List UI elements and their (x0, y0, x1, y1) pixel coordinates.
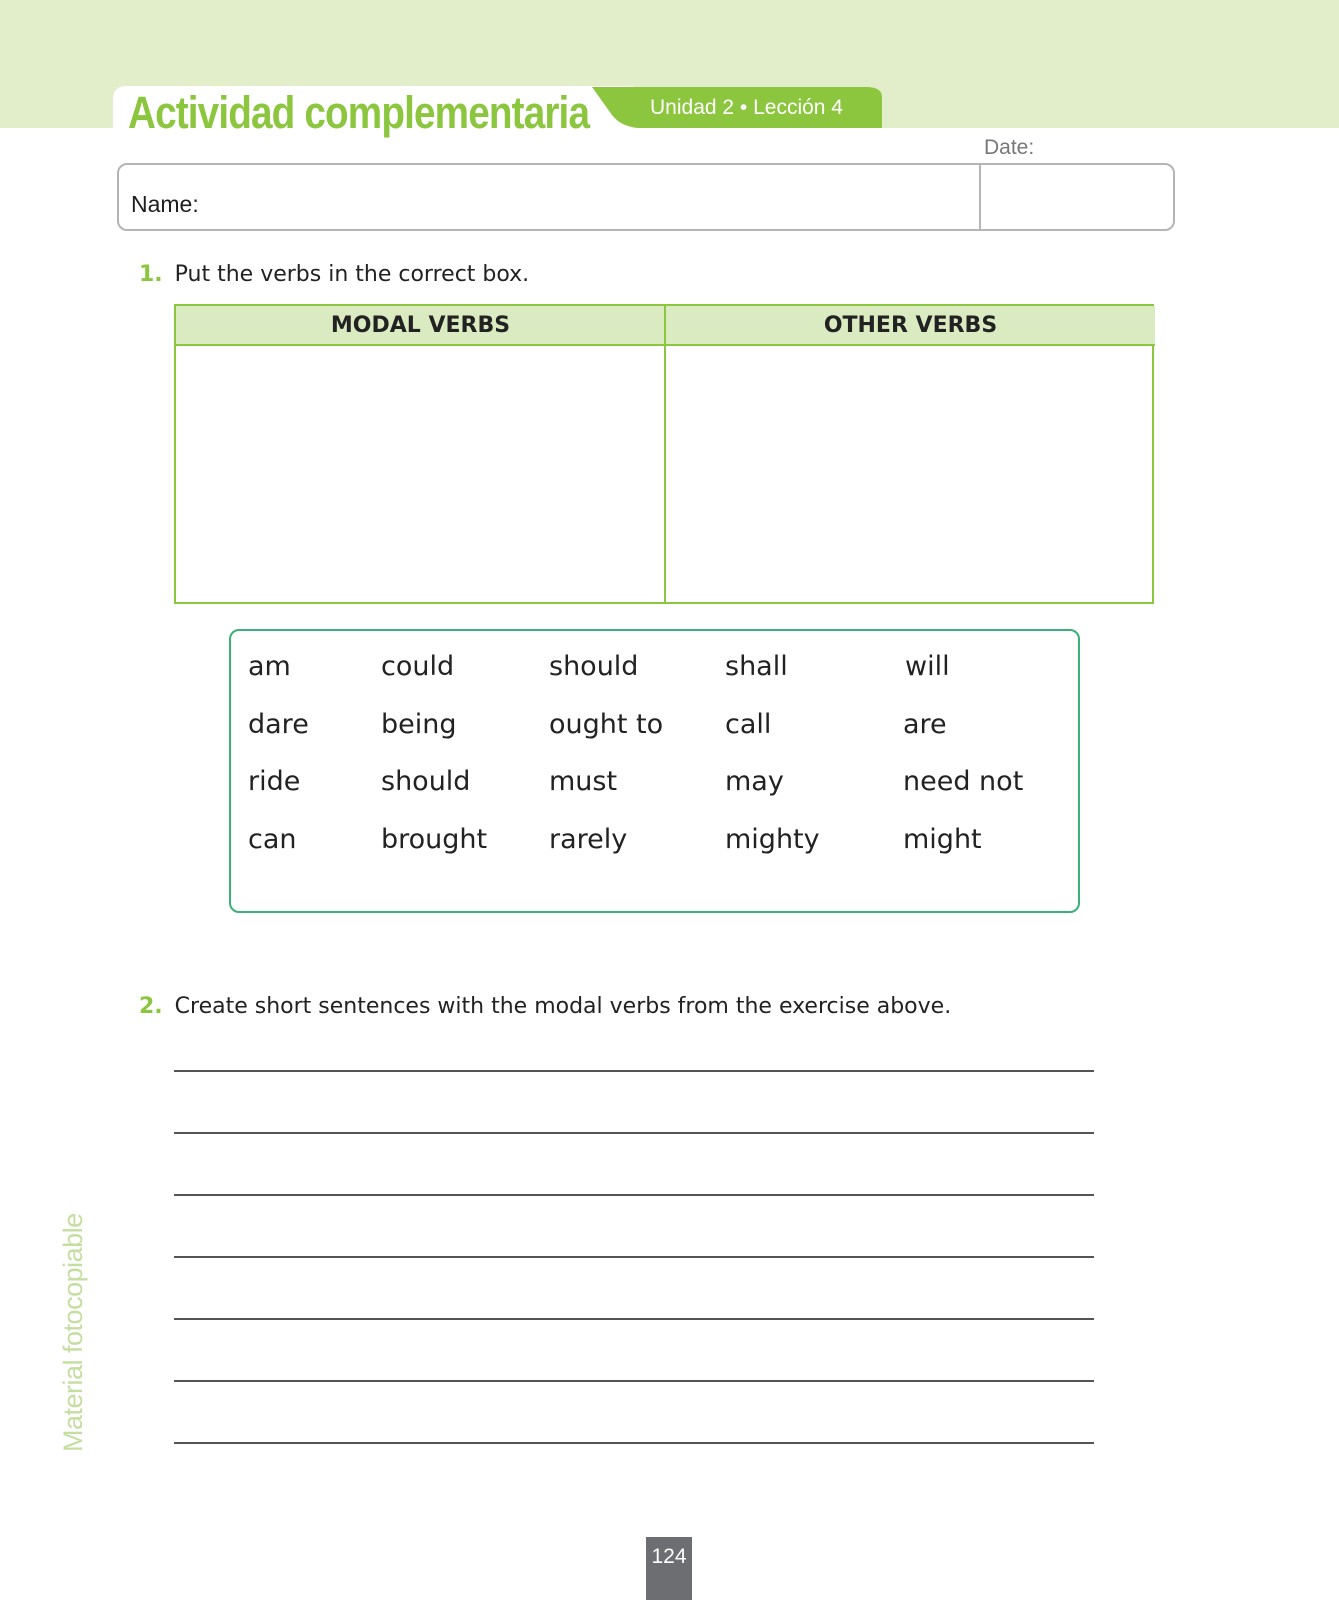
name-date-divider (979, 165, 981, 229)
word-bank-item: dare (248, 709, 309, 740)
exercise-2-instruction (139, 994, 951, 1019)
word-bank-item: may (725, 766, 784, 797)
page-title: Actividad complementaria (128, 87, 590, 138)
writing-line[interactable] (174, 1380, 1094, 1382)
word-bank-item: might (903, 824, 982, 855)
unit-lesson-text: Unidad 2 • Lección 4 (650, 96, 843, 119)
word-bank-item: am (248, 651, 291, 682)
word-bank-item: brought (381, 824, 488, 855)
word-bank-item: need not (903, 766, 1024, 797)
modal-verbs-box[interactable] (176, 346, 664, 602)
name-date-field[interactable] (117, 163, 1175, 231)
exercise-1-instruction (139, 262, 529, 287)
exercise-2-number: 2. (139, 994, 163, 1019)
word-bank-item: could (381, 651, 455, 682)
other-verbs-header: OTHER VERBS (666, 306, 1155, 346)
writing-line[interactable] (174, 1194, 1094, 1196)
unit-lesson-badge (592, 87, 882, 128)
exercise-1-number: 1. (139, 262, 163, 287)
writing-line[interactable] (174, 1318, 1094, 1320)
word-bank-item: shall (725, 651, 788, 682)
word-bank-item: should (549, 651, 639, 682)
photocopiable-label: Material fotocopiable (58, 1213, 88, 1452)
word-bank-item: mighty (725, 824, 820, 855)
word-bank-item: rarely (549, 824, 628, 855)
verb-sort-table (174, 304, 1154, 604)
word-bank (229, 629, 1080, 913)
writing-line[interactable] (174, 1256, 1094, 1258)
page-number: 124 (646, 1537, 692, 1600)
word-bank-item: are (903, 709, 947, 740)
exercise-2-text: Create short sentences with the modal verbs from the exercise above. (174, 994, 952, 1019)
word-bank-item: being (381, 709, 457, 740)
word-bank-item: will (905, 651, 950, 682)
word-bank-item: ought to (549, 709, 664, 740)
modal-verbs-header: MODAL VERBS (176, 306, 665, 346)
writing-line[interactable] (174, 1442, 1094, 1444)
date-label: Date: (984, 136, 1035, 159)
word-bank-item: must (549, 766, 618, 797)
writing-line[interactable] (174, 1132, 1094, 1134)
word-bank-item: can (248, 824, 297, 855)
writing-line[interactable] (174, 1070, 1094, 1072)
word-bank-item: should (381, 766, 471, 797)
other-verbs-box[interactable] (666, 346, 1152, 602)
word-bank-item: ride (248, 766, 301, 797)
exercise-1-text: Put the verbs in the correct box. (174, 262, 530, 287)
name-label: Name: (131, 191, 199, 217)
word-bank-item: call (725, 709, 772, 740)
